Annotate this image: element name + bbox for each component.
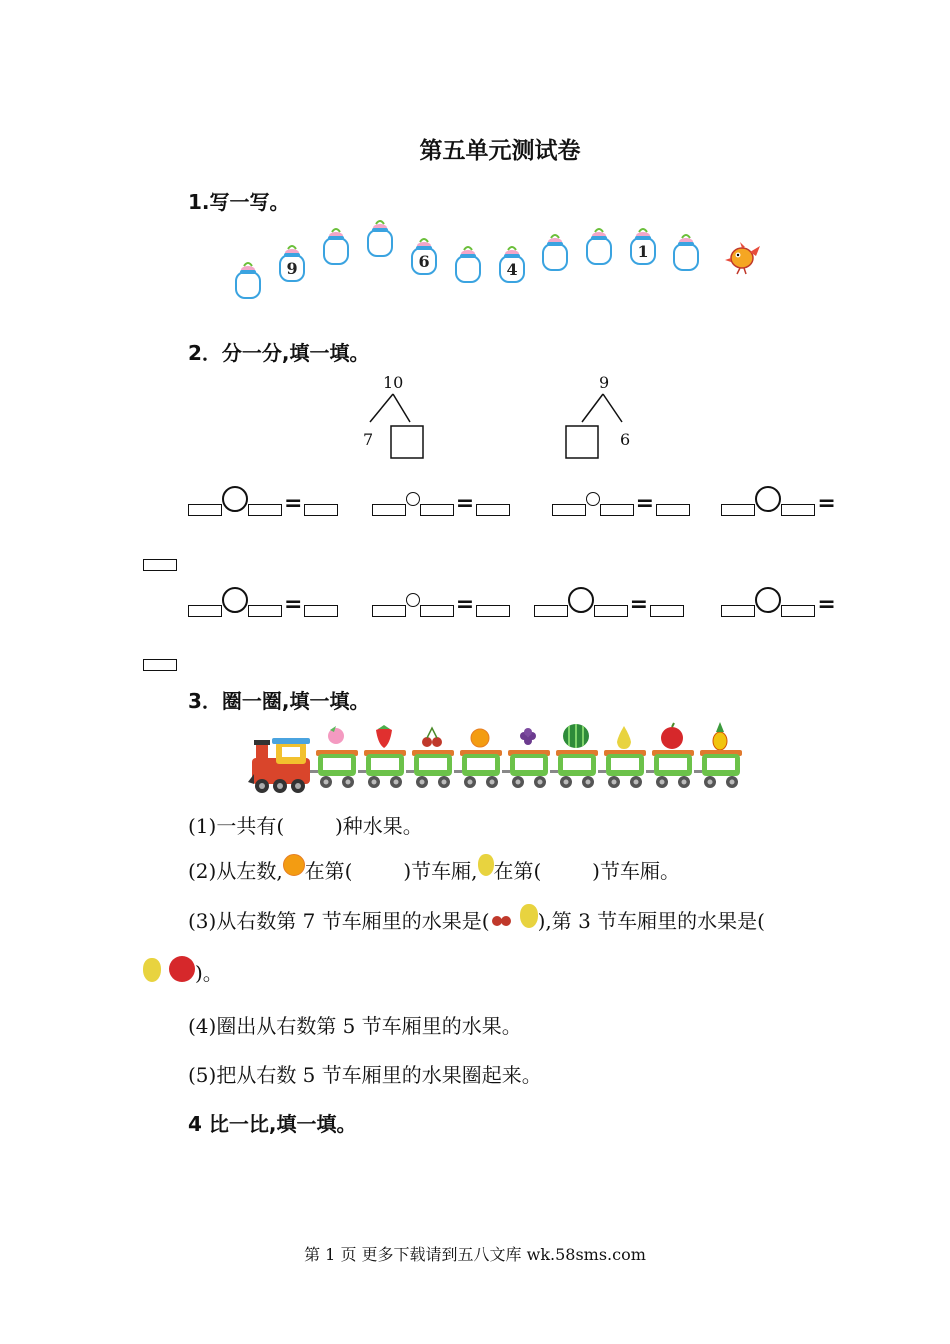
train-car [598,726,646,788]
q3-5: (5)把从右数 5 节车厢里的水果圈起来。 [188,1063,542,1087]
bird-icon [725,242,760,274]
jar [674,235,698,270]
tree-left-box [391,426,423,458]
equation-row-2-answer [143,652,177,671]
cherry-icon [490,910,512,928]
cherry-icon [422,728,442,747]
page-footer: 第 1 页 更多下载请到五八文库 wk.58sms.com [304,1245,646,1264]
jar [543,235,567,270]
pear-icon [143,958,161,982]
jar [324,229,348,264]
orange-icon [283,854,305,876]
jar [500,247,524,282]
train-car [502,728,550,788]
train-car [646,723,694,788]
train-car [406,728,454,788]
q3-3-cont: )。 [143,956,223,986]
tree-right-part: 6 [620,430,631,449]
jar-number: 6 [418,252,430,271]
jar-sequence [228,220,768,310]
jar-number: 9 [286,259,298,278]
train-car [454,729,502,788]
q3-1: (1)一共有( )种水果。 [188,814,423,838]
section3-heading: 3．圈一圈,填一填。 [188,689,370,713]
section1-heading: 1.写一写。 [188,190,290,214]
q3-3: (3)从右数第 7 节车厢里的水果是( ),第 3 节车厢里的水果是( [188,904,765,934]
pineapple-icon [713,722,727,750]
tree-right-box [566,426,598,458]
q3-2: (2)从左数, 在第( )节车厢, 在第( )节车厢。 [188,854,680,884]
page-title: 第五单元测试卷 [419,137,581,164]
fruit-train [246,722,756,800]
pear-icon [617,726,631,749]
number-trees [350,368,650,464]
train-car [358,725,406,788]
jar-row [236,221,698,298]
tree-left [363,373,423,458]
tree-left-part: 7 [363,430,374,449]
peach-icon [328,726,344,744]
tree-right-top: 9 [599,373,610,392]
orange-icon [471,729,489,747]
apple-icon [169,956,195,982]
jar-number: 4 [506,260,518,279]
jar [368,221,392,256]
train-car [694,722,742,788]
jar [456,247,480,282]
jar [236,263,260,298]
q3-4: (4)圈出从右数第 5 节车厢里的水果。 [188,1014,522,1038]
grape-icon [520,728,536,745]
jar-number: 1 [637,242,649,261]
apple-icon [661,723,683,749]
jar [412,239,436,274]
equation-row-1-answer [143,552,177,571]
section2-heading: 2．分一分,填一填。 [188,341,370,365]
strawberry-icon [376,725,392,748]
jar [280,246,304,281]
tree-right [566,373,630,458]
tree-left-top: 10 [383,373,404,392]
jar [587,229,611,264]
watermelon-icon [563,724,589,748]
train-car [550,724,598,788]
jar [631,229,655,264]
pear-icon [520,904,538,928]
train-car [310,726,358,788]
section4-heading: 4 比一比,填一填。 [188,1112,357,1136]
locomotive-icon [248,738,310,793]
equation-row-1: = = = = [188,486,838,516]
pear-icon [478,854,494,876]
equation-row-2: = = = = [188,587,838,617]
